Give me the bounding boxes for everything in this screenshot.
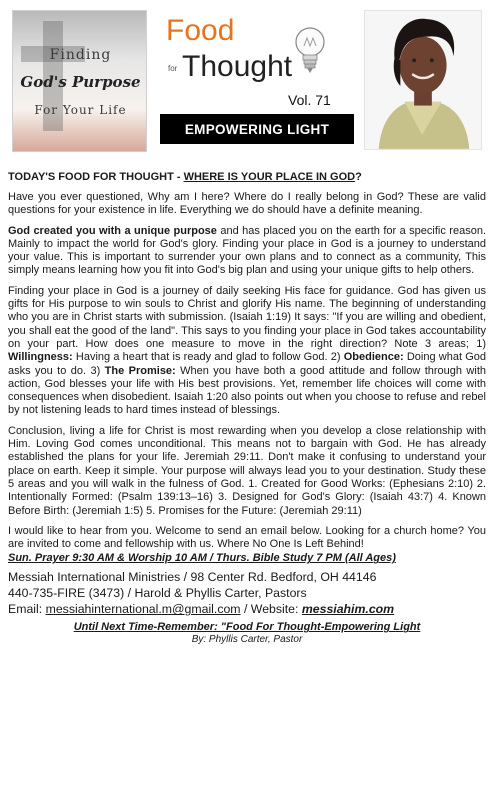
contact-block (8, 569, 486, 617)
title-food: Food (166, 14, 235, 47)
title-thought: Thought (182, 50, 293, 83)
finding-gods-purpose-logo (12, 10, 147, 152)
paragraph-purpose: God created you with a unique purpose and has placed you on the earth for a specific reason. Mainly to impact the world for God's glory. Finding your place in God is a journey to understand your value. This is important to surrender your own plans and to connect as a community, This simply means learning how you fit into God's big plan and using your unique gifts to help others. (8, 224, 486, 277)
title-for: for (168, 64, 178, 73)
contact-address: Messiah International Ministries / 98 Center Rd. Bedford, OH 44146 (8, 570, 377, 585)
article-headline: TODAY'S FOOD FOR THOUGHT - WHERE IS YOUR PLACE IN GOD? (8, 171, 362, 183)
contact-links: Email: messiahinternational.m@gmail.com / Website: messiahim.com (8, 602, 395, 617)
light-bulb-icon (292, 24, 328, 80)
service-schedule: Sun. Prayer 9:30 AM & Worship 10 AM / Thurs. Bible Study 7 PM (All Ages) (8, 552, 396, 565)
logo-line-2: God's Purpose (20, 73, 141, 91)
willingness-term: Willingness: (8, 351, 73, 364)
headline-topic: WHERE IS YOUR PLACE IN GOD (183, 171, 356, 183)
volume-number: Vol. 71 (288, 92, 331, 108)
newsletter-header (0, 0, 493, 162)
logo-line-1: Finding (49, 47, 112, 63)
obedience-term: Obedience: (343, 351, 404, 364)
purpose-emphasis: God created you with a unique purpose (8, 224, 217, 237)
empowering-light-banner: EMPOWERING LIGHT (160, 114, 354, 144)
author-byline: By: Phyllis Carter, Pastor (191, 634, 303, 646)
paragraph-invitation: I would like to hear from you. Welcome to send an email below. Looking for a church home? You are invited to come and fellowship with us. Where No One Is Left Behind! (8, 524, 486, 551)
article-body (8, 170, 486, 646)
pastor-portrait (364, 10, 482, 150)
paragraph-journey: Finding your place in God is a journey of daily seeking His face for guidance. God has given us gifts for His purpose to win souls to Christ and glorify His name. The beginning of understanding who you are in Christ starts with submission. (Isaiah 1:19) It says: "If you are willing and obedient, you shall eat the good of the land". This says to you finding your place in God takes accountability on your part. How does one measure to move in the right direction? Note 3 areas; 1) Willingness: Having a heart that is ready and glad to follow God. 2) Obedience: Doing what God asks you to do. 3) The Promise: When you have both a good attitude and follow through with action, God blesses your life with His best provisions. Yet, remember life choices will come with consequences when disobedient. Isaiah 1:20 also points out when you choose to refuse and rebel by not listening leads to hard times instead of blessings. (8, 284, 486, 417)
email-link[interactable]: messiahinternational.m@gmail.com (45, 602, 241, 617)
website-link[interactable]: messiahim.com (301, 602, 395, 617)
promise-term: The Promise: (104, 364, 176, 377)
contact-phone: 440-735-FIRE (3473) / Harold & Phyllis Carter, Pastors (8, 586, 307, 601)
logo-line-3: For Your Life (34, 103, 127, 117)
closing-remember: Until Next Time-Remember: "Food For Thought-Empowering Light (73, 621, 421, 634)
paragraph-conclusion: Conclusion, living a life for Christ is most rewarding when you develop a close relationship with Him. Loving God comes unconditional. This means not to bargain with God. He has already established the plans for your life. Jeremiah 29:11. Don't make it confusing to understand your place on earth. Keep it simple. Your purpose will always lead you to your destination. Study these 5 areas and you will walk in the fulness of God. 1. Created for Good Works: (Ephesians 2:10) 2. Intentionally Formed: (Psalm 139:13–16) 3. Designed for God's Glory: (Isaiah 43:7) 4. Known Before Birth: (Jeremiah 1:5) 5. Promises for the Future: (Jeremiah 29:11) (8, 424, 486, 517)
paragraph-intro: Have you ever questioned, Why am I here? Where do I really belong in God? These are valid questions for your existence in life. Everything we do should have a definite meaning. (8, 191, 486, 217)
